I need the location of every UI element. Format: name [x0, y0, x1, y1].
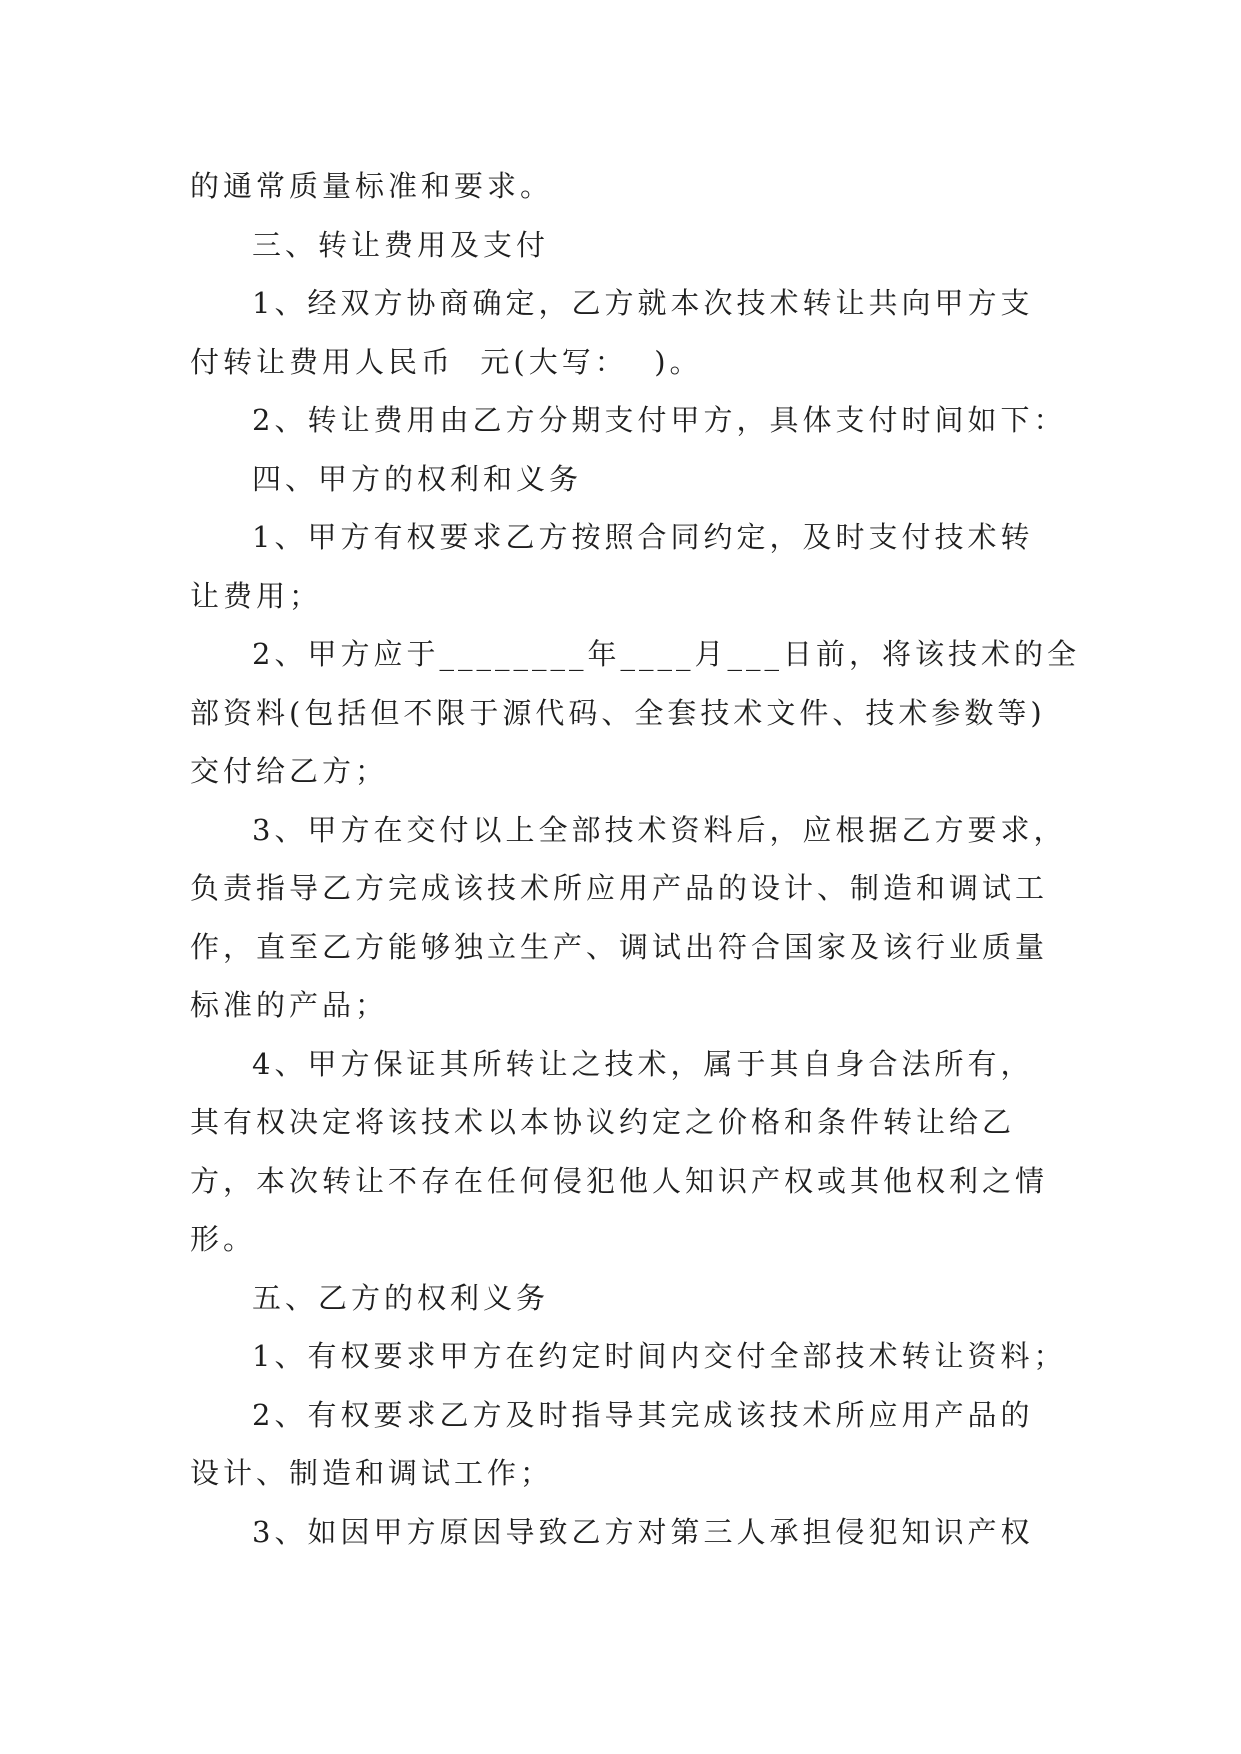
section-heading: 四、甲方的权利和义务: [252, 461, 583, 496]
clause-text-line: 2、转让费用由乙方分期支付甲方，具体支付时间如下：: [252, 403, 1067, 437]
clause-text-line: 标准的产品；: [190, 988, 389, 1022]
clause-text-line: 3、如因甲方原因导致乙方对第三人承担侵犯知识产权: [252, 1514, 1034, 1549]
clause-text-line: 方，本次转让不存在任何侵犯他人知识产权或其他权利之情: [190, 1163, 1049, 1198]
clause-text-line: 负责指导乙方完成该技术所应用产品的设计、制造和调试工: [190, 871, 1049, 905]
clause-text-line: 1、有权要求甲方在约定时间内交付全部技术转让资料；: [252, 1339, 1067, 1373]
clause-text-line: 其有权决定将该技术以本协议约定之价格和条件转让给乙: [190, 1105, 1016, 1139]
clause-text-line: 4、甲方保证其所转让之技术，属于其自身合法所有，: [252, 1046, 1034, 1081]
clause-text-line: 形。: [190, 1222, 257, 1256]
clause-text-line: 1、甲方有权要求乙方按照合同约定，及时支付技术转: [252, 520, 1034, 554]
clause-text-line: 2、有权要求乙方及时指导其完成该技术所应用产品的: [252, 1397, 1034, 1432]
clause-text-line: 作，直至乙方能够独立生产、调试出符合国家及该行业质量: [190, 929, 1049, 964]
clause-text-line: 部资料(包括但不限于源代码、全套技术文件、技术参数等): [190, 695, 1046, 730]
body-text-line: 的通常质量标准和要求。: [190, 169, 554, 203]
clause-text-line: 让费用；: [190, 578, 323, 613]
clause-text-line: 交付给乙方；: [190, 754, 389, 788]
section-heading: 三、转让费用及支付: [252, 227, 550, 262]
clause-text-line: 2、甲方应于________年____月___日前，将该技术的全: [252, 637, 1080, 671]
clause-text-line: 设计、制造和调试工作；: [190, 1456, 554, 1490]
clause-text-line: 付转让费用人民币 元(大写： )。: [190, 344, 703, 379]
clause-text-line: 1、经双方协商确定，乙方就本次技术转让共向甲方支: [252, 286, 1034, 320]
document-body: [190, 157, 1080, 1561]
section-heading: 五、乙方的权利义务: [252, 1280, 550, 1315]
clause-text-line: 3、甲方在交付以上全部技术资料后，应根据乙方要求，: [252, 812, 1067, 847]
